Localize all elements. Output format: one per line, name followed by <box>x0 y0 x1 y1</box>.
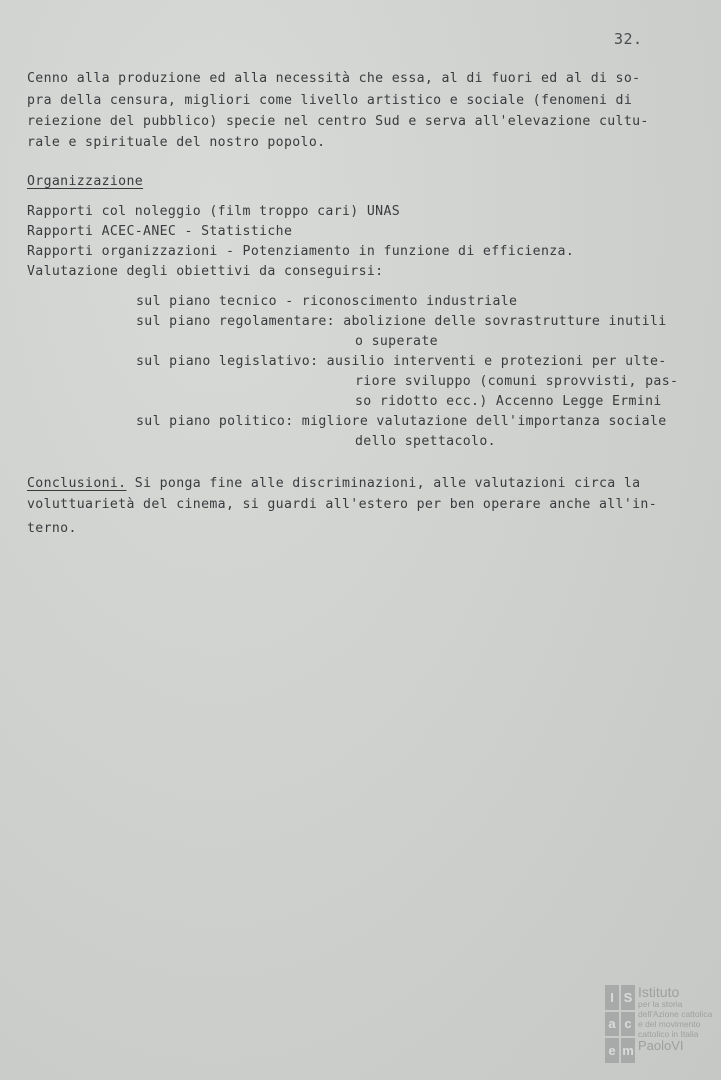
logo-letter: e <box>605 1038 619 1063</box>
conclusion-text: Si ponga fine alle discriminazioni, alle valutazioni circa la <box>126 476 641 491</box>
logo-subtitle: dell'Azione cattolica <box>638 1009 713 1019</box>
conclusion-heading: Conclusioni. <box>27 476 127 491</box>
logo-subtitle: e del movimento <box>638 1019 701 1029</box>
organizzazione-line: Rapporti organizzazioni - Potenziamento in funzione di efficienza. <box>27 244 575 259</box>
logo-letter: c <box>621 1012 635 1037</box>
objective-continuation: so ridotto ecc.) Accenno Legge Ermini <box>355 394 662 409</box>
objective-item: sul piano politico: migliore valutazione dell'importanza sociale <box>136 414 667 429</box>
objective-item: sul piano regolamentare: abolizione delle sovrastrutture inutili <box>136 314 667 329</box>
objective-continuation: riore sviluppo (comuni sprovvisti, pas- <box>355 374 679 389</box>
objective-item: sul piano tecnico - riconoscimento industriale <box>136 294 518 309</box>
intro-line: pra della censura, migliori come livello artistico e sociale (fenomeni di <box>27 93 633 108</box>
organizzazione-line: Rapporti col noleggio (film troppo cari) UNAS <box>27 204 401 219</box>
logo-subtitle: per la storia <box>638 999 683 1009</box>
logo-name: PaoloVI <box>638 1038 684 1053</box>
page-number: 32. <box>614 30 643 48</box>
intro-line: reiezione del pubblico) specie nel centro Sud e serva all'elevazione cultu- <box>27 114 649 129</box>
organizzazione-line: Valutazione degli obiettivi da conseguirsi: <box>27 264 384 279</box>
objective-item: sul piano legislativo: ausilio interventi e protezioni per ulte- <box>136 354 667 369</box>
logo-letter: I <box>605 985 619 1010</box>
institute-logo <box>605 985 717 1065</box>
conclusion-first-line <box>27 477 640 490</box>
objective-continuation: dello spettacolo. <box>355 434 496 449</box>
intro-line: rale e spirituale del nostro popolo. <box>27 135 326 150</box>
conclusion-line: voluttuarietà del cinema, si guardi all'estero per ben operare anche all'in- <box>27 497 658 512</box>
objective-continuation: o superate <box>355 334 438 349</box>
logo-subtitle: cattolico in Italia <box>638 1029 699 1039</box>
conclusion-line: terno. <box>27 521 77 536</box>
logo-letter: m <box>621 1038 635 1063</box>
logo-mark <box>605 985 635 1063</box>
logo-title: Istituto <box>638 984 680 1000</box>
organizzazione-line: Rapporti ACEC-ANEC - Statistiche <box>27 224 293 239</box>
logo-letter: a <box>605 1012 619 1037</box>
logo-text <box>638 985 712 1053</box>
logo-letter: S <box>621 985 635 1010</box>
section-heading-organizzazione: Organizzazione <box>27 174 144 189</box>
intro-line: Cenno alla produzione ed alla necessità che essa, al di fuori ed al di so- <box>27 71 641 86</box>
